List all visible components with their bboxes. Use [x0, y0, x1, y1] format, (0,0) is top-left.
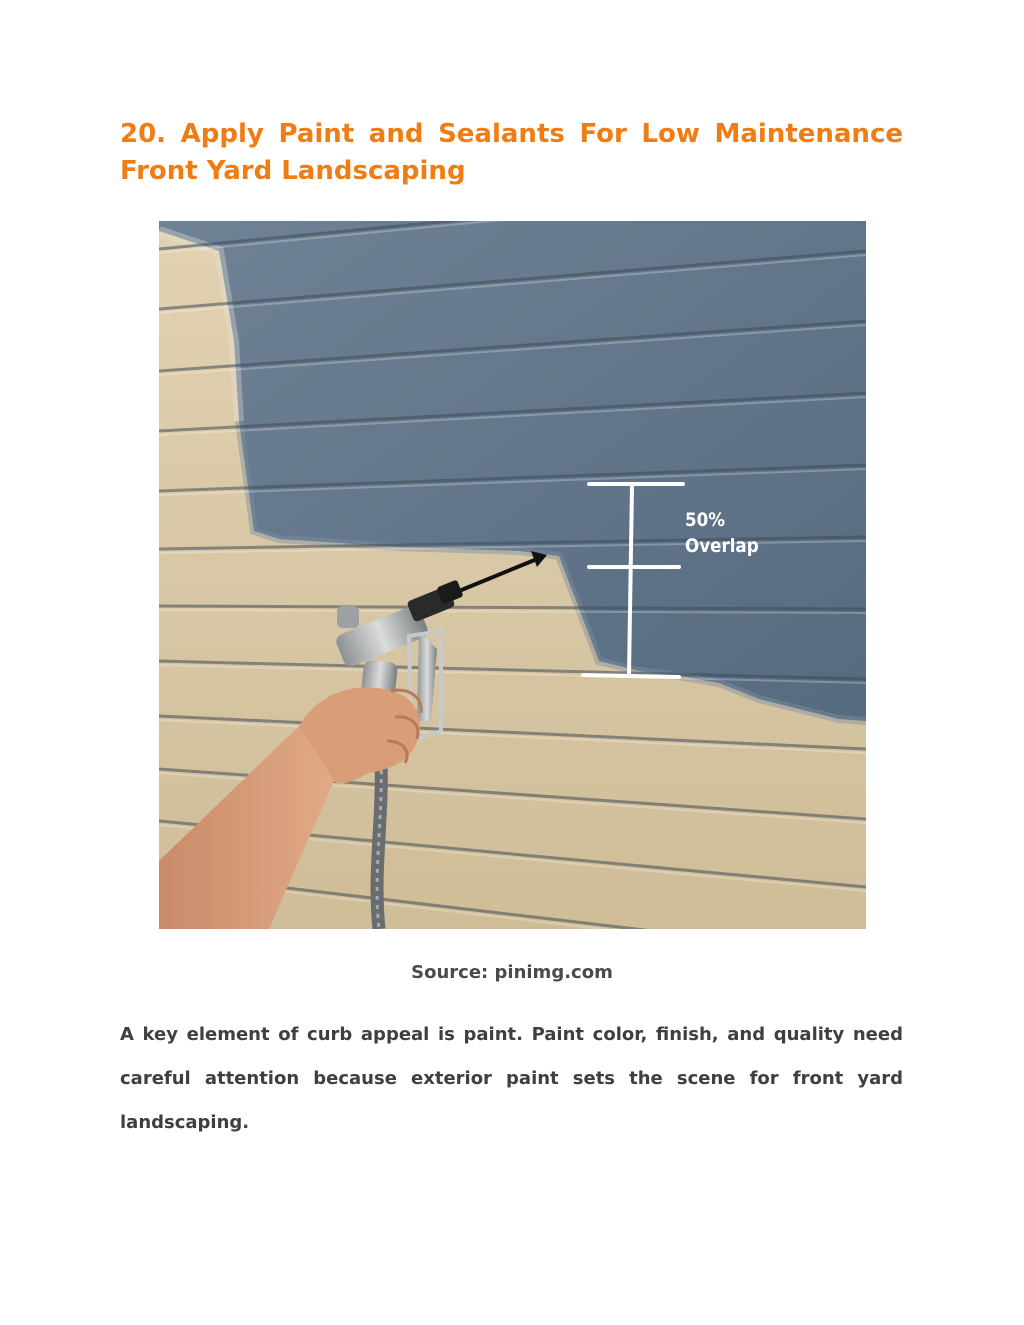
article-image — [159, 221, 866, 929]
article-heading: 20. Apply Paint and Sealants For Low Maintenance Front Yard Landscaping — [120, 119, 903, 186]
overlap-label — [685, 507, 759, 559]
article-body-paragraph: A key element of curb appeal is paint. Paint color, finish, and quality need careful attention because exterior paint sets the scene for front yard landscaping. — [120, 1024, 903, 1133]
image-caption: Source: pinimg.com — [411, 962, 613, 983]
siding-paint-illustration — [159, 221, 866, 929]
overlap-label-percent: 50% — [685, 509, 726, 531]
overlap-label-text: Overlap — [685, 535, 759, 557]
